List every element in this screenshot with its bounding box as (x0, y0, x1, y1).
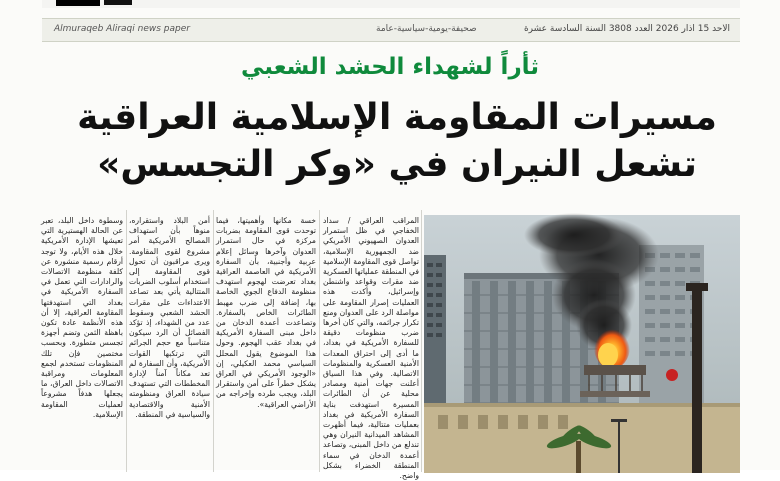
column-divider (421, 210, 422, 472)
headline-line-1: مسيرات المقاومة الإسلامية العراقية (77, 97, 717, 138)
article-column-3: أمن البلاد واستقراره، منوهاً بأن استهداف المصالح الأمريكية أمر مشروع لقوى المقاومة. ويرى مراقبون أن تحول قوى المقاومة إلى استخدام أسلوب الضربات المتتالية يأتي بعد تصاعد الاعتداءات على مقرات الحشد الشعبي وسقوط عدد من الشهداء، إذ تؤكد الفصائل أن الرد سيكون متناسباً مع حجم الجرائم التي ترتكبها القوات الأمريكية، وأن السفارة لم تعد مكاناً آمناً لإدارة المخططات التي تستهدف سيادة العراق ومنظومته الأمنية والاقتصادية والسياسية في المنطقة. (129, 216, 210, 419)
paper-tagline: صحيفة-يومية-سياسية-عامة (376, 24, 477, 34)
article-column-2: خسة مكانها وأهميتها، فيما توحدت قوى المقاومة بضربات مركزة في حال استمرار العدوان وآخرها وسائل إعلام عربية وأجنبية، بأن السفارة الأمريكية في العاصمة العراقية بغداد تعرضت لهجوم استهدف منظومة الدفاع الجوي الخاصة بها، إضافة إلى ضرب مهبط الطائرات الخاص بالسفارة. وتصاعدت أعمدة الدخان من داخل مبنى السفارة الأمريكية في بغداد عقب الهجوم. وحول هذا الموضوع يقول المحلل السياسي محمد العكيلي، إن «الوجود الأمريكي في العراق يشكل خطراً على أمن واستقرار البلد، ويجب طرده وإخراجه من الأراضي العراقية». (216, 216, 316, 409)
logo-fragment (56, 0, 100, 6)
top-rule (42, 0, 740, 8)
article-column-4: وسطوة داخل البلد، تعبر عن الحالة الهستيرية التي تعيشها الإدارة الأمريكية خلال هذه الأيام، ولا توجد أرقام رسمية منشورة عن كلفة منظومة الاتصالات والرادارات التي تعمل في السفارة الأمريكية في بغداد التي استهدفتها المقاومة العراقية، إلا أن هذه الأنظمة عادة تكون باهظة الثمن وتضم أجهزة تجسس متطورة. وبحسب مختصين فإن تلك المنظومات تستخدم لجمع المعلومات ومراقبة الاتصالات داخل العراق، ما يجعلها هدفاً مشروعاً لعمليات المقاومة الإسلامية. (41, 216, 123, 419)
logo-fragment-secondary (104, 0, 132, 5)
headline-line-2: تشعل النيران في «وكر التجسس» (97, 144, 697, 185)
issue-line: الاحد 15 اذار 2026 العدد 3808 السنة السادسة عشرة (523, 24, 730, 34)
article-kicker: ثأراً لشهداء الحشد الشعبي (241, 54, 539, 80)
article-column-1: المراقب العراقي / سداد الخفاجي في ظل استمرار العدوان الصهيوني الأمريكي ضد الجمهورية الإسلامية، تواصل قوى المقاومة الإسلامية في المنطقة عملياتها العسكرية ضد مقرات وقواعد واشنطن وإسرائيل، وأكدت هذه العمليات إصرار المقاومة على مواصلة الرد على العدوان ومنع تكرار جرائمه، والتي كان أخرها ضرب منظومات دقيقة للسفارة الأمريكية في بغداد، ما أدى إلى احتراق المعدات الأمنية العسكرية والمنظومات الاتصالية. وفي هذا السياق أعلنت جهات أمنية ومصادر محلية عن أن الطائرات المسيرة استهدفت بناية السفارة الأمريكية في بغداد بعمليات متتالية، فيما أظهرت المشاهد الميدانية النيران وهي تندلع من داخل المبنى، وتصاعد أعمدة الدخان في سماء المنطقة الخضراء بشكل واضح. (323, 216, 419, 481)
paper-latin-name: Almuraqeb Aliraqi news paper (54, 24, 190, 34)
article-photo (424, 215, 740, 473)
column-divider (213, 210, 214, 472)
column-divider (319, 210, 320, 472)
masthead-band (42, 18, 740, 42)
column-divider (126, 210, 127, 472)
embassy-fire-photo (424, 215, 740, 473)
